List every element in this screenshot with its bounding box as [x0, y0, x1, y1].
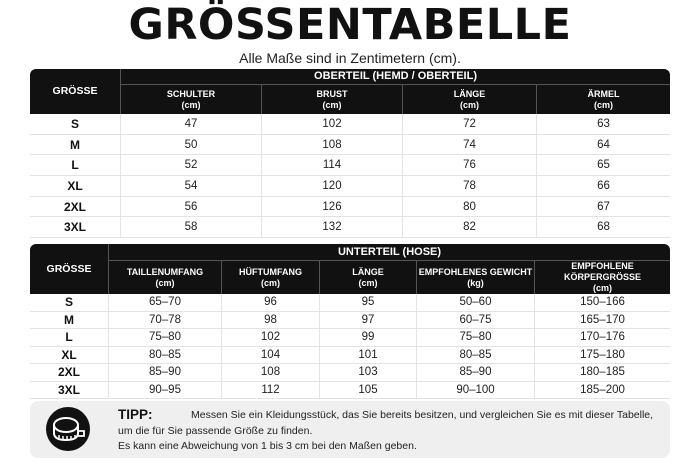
bottom-value-cell: 75–80 [416, 329, 534, 347]
top-column-unit: (cm) [322, 99, 342, 110]
top-value-cell: 68 [536, 217, 670, 238]
bottom-value-cell: 99 [319, 329, 416, 347]
top-value-cell: 114 [261, 155, 402, 176]
top-size-header: GRÖSSE [30, 69, 120, 114]
top-value-cell: 52 [120, 155, 261, 176]
bottom-column-unit: (cm) [593, 283, 613, 293]
bottom-value-cell: 80–85 [416, 347, 534, 365]
top-value-cell: 50 [120, 135, 261, 156]
bottom-size-header: GRÖSSE [30, 244, 108, 294]
top-value-cell: 63 [536, 114, 670, 135]
tip-text-line-1: Messen Sie ein Kleidungsstück, das Sie bereits besitzen, und vergleichen Sie es mit dieser Tabelle, [191, 409, 654, 421]
top-value-cell: 56 [120, 197, 261, 218]
top-value-cell: 58 [120, 217, 261, 238]
top-value-cell: 64 [536, 135, 670, 156]
bottom-value-cell: 105 [319, 382, 416, 400]
bottom-value-cell: 90–95 [108, 382, 221, 400]
bottom-size-cell: M [30, 312, 108, 330]
top-value-cell: 80 [402, 197, 536, 218]
bottom-value-cell: 98 [221, 312, 319, 330]
top-column-name: LÄNGE [453, 88, 486, 99]
bottom-value-cell: 95 [319, 294, 416, 312]
top-table-row [30, 114, 670, 135]
bottom-value-cell: 80–85 [108, 347, 221, 365]
bottom-size-cell: L [30, 329, 108, 347]
bottom-value-cell: 112 [221, 382, 319, 400]
bottom-column-unit: (cm) [260, 277, 280, 288]
bottom-column-header [319, 261, 416, 294]
top-column-unit: (cm) [594, 99, 614, 110]
bottom-value-cell: 150–166 [534, 294, 670, 312]
page-title: GRÖSSENTABELLE [128, 0, 572, 50]
bottom-value-cell: 60–75 [416, 312, 534, 330]
top-value-cell: 72 [402, 114, 536, 135]
top-value-cell: 67 [536, 197, 670, 218]
bottom-value-cell: 75–80 [108, 329, 221, 347]
bottom-value-cell: 102 [221, 329, 319, 347]
top-column-unit: (cm) [181, 99, 201, 110]
bottom-value-cell: 175–180 [534, 347, 670, 365]
top-column-name: ÄRMEL [587, 88, 620, 99]
top-table-row [30, 135, 670, 156]
top-column-header [536, 85, 670, 114]
bottom-value-cell: 85–90 [108, 364, 221, 382]
tip-label: TIPP: [118, 407, 153, 422]
page-subtitle: Alle Maße sind in Zentimetern (cm). [239, 50, 461, 66]
top-group-header: OBERTEIL (HEMD / OBERTEIL) [120, 69, 670, 85]
top-column-header [261, 85, 402, 114]
top-column-header [402, 85, 536, 114]
top-size-cell: L [30, 155, 120, 176]
top-value-cell: 74 [402, 135, 536, 156]
bottom-column-unit: (cm) [155, 277, 175, 288]
bottom-value-cell: 90–100 [416, 382, 534, 400]
top-size-cell: 2XL [30, 197, 120, 218]
top-value-cell: 76 [402, 155, 536, 176]
bottom-column-name: EMPFOHLENE KÖRPERGRÖSSE [564, 261, 642, 282]
bottom-value-cell: 70–78 [108, 312, 221, 330]
bottom-value-cell: 170–176 [534, 329, 670, 347]
bottom-value-cell: 65–70 [108, 294, 221, 312]
bottom-column-name: EMPFOHLENES GEWICHT [418, 266, 533, 277]
bottom-column-unit: (kg) [467, 277, 484, 288]
tip-text-line-3: Es kann eine Abweichung von 1 bis 3 cm bei den Maßen geben. [118, 440, 417, 452]
top-table-row [30, 217, 670, 238]
top-value-cell: 120 [261, 176, 402, 197]
bottom-table-row [30, 294, 670, 312]
bottom-size-cell: 2XL [30, 364, 108, 382]
top-value-cell: 47 [120, 114, 261, 135]
top-size-cell: XL [30, 176, 120, 197]
bottom-group-header: UNTERTEIL (HOSE) [108, 244, 670, 261]
top-value-cell: 126 [261, 197, 402, 218]
measuring-tape-icon [46, 407, 90, 451]
top-size-table [30, 69, 670, 238]
bottom-column-header [221, 261, 319, 294]
bottom-value-cell: 165–170 [534, 312, 670, 330]
bottom-column-header [534, 261, 670, 294]
top-column-header [120, 85, 261, 114]
bottom-table-row [30, 312, 670, 330]
top-value-cell: 82 [402, 217, 536, 238]
top-value-cell: 54 [120, 176, 261, 197]
top-value-cell: 66 [536, 176, 670, 197]
bottom-size-cell: 3XL [30, 382, 108, 400]
top-column-name: BRUST [316, 88, 348, 99]
bottom-value-cell: 108 [221, 364, 319, 382]
tip-text-line-2: um die für Sie passende Größe zu finden. [118, 425, 313, 437]
top-table-row [30, 176, 670, 197]
top-value-cell: 78 [402, 176, 536, 197]
top-size-cell: 3XL [30, 217, 120, 238]
top-value-cell: 132 [261, 217, 402, 238]
bottom-value-cell: 50–60 [416, 294, 534, 312]
tip-box [30, 401, 670, 458]
top-table-row [30, 155, 670, 176]
top-value-cell: 65 [536, 155, 670, 176]
bottom-value-cell: 180–185 [534, 364, 670, 382]
bottom-column-header [108, 261, 221, 294]
bottom-value-cell: 104 [221, 347, 319, 365]
top-value-cell: 108 [261, 135, 402, 156]
bottom-size-table [30, 244, 670, 399]
bottom-column-name: HÜFTUMFANG [239, 266, 302, 277]
bottom-table-row [30, 347, 670, 365]
bottom-value-cell: 85–90 [416, 364, 534, 382]
top-size-cell: M [30, 135, 120, 156]
bottom-column-header [416, 261, 534, 294]
top-table-row [30, 197, 670, 218]
bottom-column-unit: (cm) [358, 277, 378, 288]
bottom-value-cell: 97 [319, 312, 416, 330]
bottom-table-row [30, 364, 670, 382]
bottom-table-row [30, 329, 670, 347]
top-column-unit: (cm) [459, 99, 479, 110]
bottom-size-cell: S [30, 294, 108, 312]
bottom-value-cell: 101 [319, 347, 416, 365]
top-size-cell: S [30, 114, 120, 135]
bottom-table-row [30, 382, 670, 400]
top-column-name: SCHULTER [166, 88, 216, 99]
top-value-cell: 102 [261, 114, 402, 135]
bottom-column-name: TAILLENUMFANG [126, 266, 204, 277]
bottom-size-cell: XL [30, 347, 108, 365]
bottom-value-cell: 96 [221, 294, 319, 312]
bottom-column-name: LÄNGE [352, 266, 384, 277]
bottom-value-cell: 185–200 [534, 382, 670, 400]
bottom-value-cell: 103 [319, 364, 416, 382]
